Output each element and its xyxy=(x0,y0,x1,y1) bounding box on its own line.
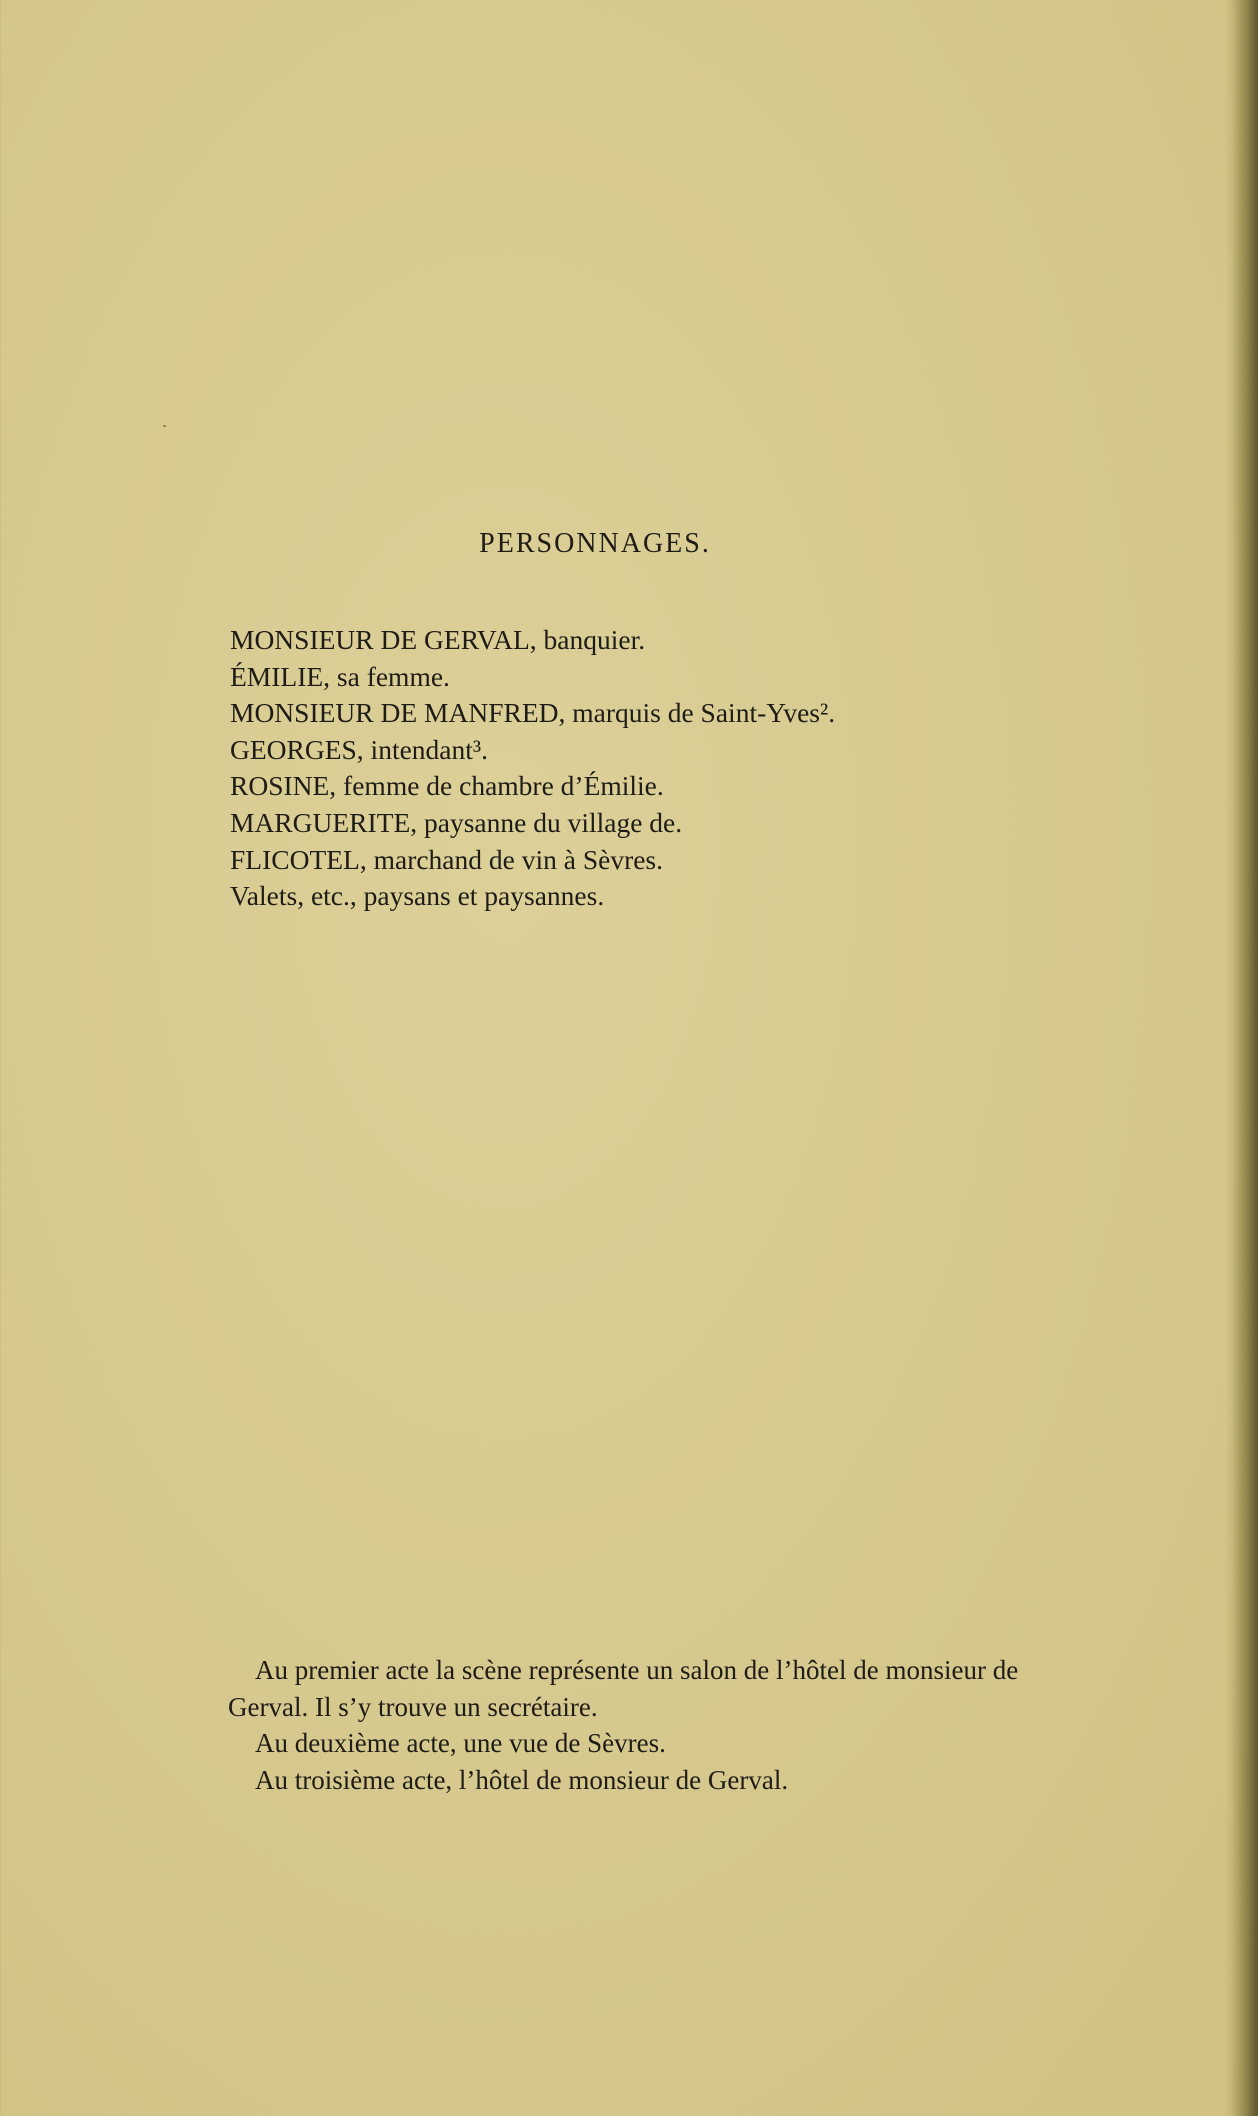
note-third-act: Au troisième acte, l’hôtel de monsieur de Gerval. xyxy=(255,1764,789,1795)
cast-item: MONSIEUR DE GERVAL, banquier. xyxy=(230,624,646,655)
cast-item: Valets, etc., paysans et paysannes. xyxy=(230,880,605,912)
note-first-act-line2: Gerval. Il s’y trouve un secrétaire. xyxy=(228,1691,598,1722)
page-spine-edge xyxy=(1232,0,1258,2116)
paper-speck xyxy=(163,425,166,427)
note-first-act-line1: Au premier acte la scène représente un salon de l’hôtel de monsieur de xyxy=(255,1655,1019,1685)
cast-item: MARGUERITE, paysanne du village de. xyxy=(230,806,683,838)
cast-list xyxy=(230,622,1130,915)
cast-item: ÉMILIE, sa femme. xyxy=(230,660,450,692)
cast-item: ROSINE, femme de chambre d’Émilie. xyxy=(230,770,664,802)
cast-item: FLICOTEL, marchand de vin à Sèvres. xyxy=(230,843,664,875)
note-second-act: Au deuxième acte, une vue de Sèvres. xyxy=(255,1728,666,1759)
cast-item: MONSIEUR DE MANFRED, marquis de Saint-Yves². xyxy=(230,697,836,729)
cast-item: GEORGES, intendant³. xyxy=(230,733,489,765)
page-heading: PERSONNAGES. xyxy=(479,528,711,559)
stage-notes xyxy=(228,1652,1128,1798)
